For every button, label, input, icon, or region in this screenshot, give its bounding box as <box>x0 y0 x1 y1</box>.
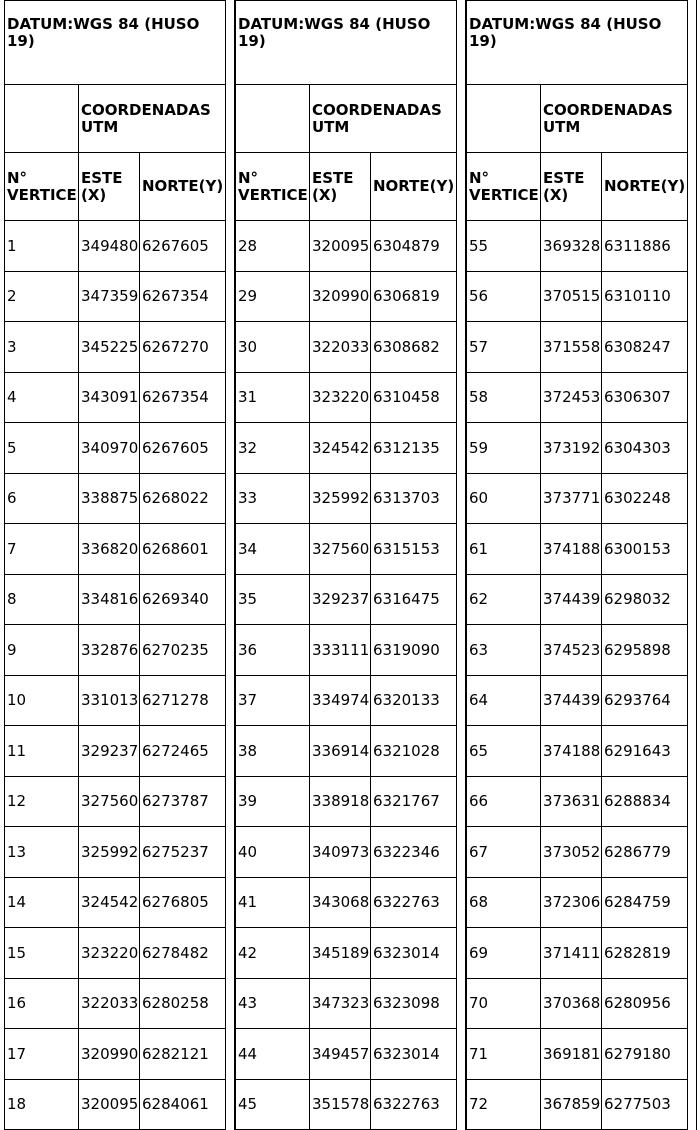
norte-value: 6272465 <box>139 725 226 777</box>
norte-value: 6323014 <box>370 1028 457 1080</box>
norte-value: 6284759 <box>601 877 688 928</box>
este-value: 367859 <box>540 1079 602 1130</box>
vertice-number: 45 <box>235 1079 310 1130</box>
este-value: 370368 <box>540 978 602 1029</box>
este-value: 329237 <box>309 574 371 625</box>
column-header-norte: NORTE(Y) <box>139 152 226 221</box>
vertice-number: 16 <box>4 978 79 1029</box>
este-value: 374188 <box>540 523 602 575</box>
este-value: 373631 <box>540 776 602 827</box>
norte-value: 6267605 <box>139 422 226 474</box>
norte-value: 6323014 <box>370 927 457 979</box>
este-value: 331013 <box>78 675 140 726</box>
este-value: 323220 <box>78 927 140 979</box>
este-value: 327560 <box>78 776 140 827</box>
vertice-number: 70 <box>466 978 541 1029</box>
norte-value: 6271278 <box>139 675 226 726</box>
este-value: 374439 <box>540 675 602 726</box>
blank-header-cell <box>235 84 310 153</box>
vertice-number: 43 <box>235 978 310 1029</box>
vertice-number: 28 <box>235 220 310 272</box>
este-value: 334974 <box>309 675 371 726</box>
norte-value: 6308247 <box>601 321 688 373</box>
column-separator <box>687 0 697 1130</box>
norte-value: 6306819 <box>370 271 457 322</box>
vertice-number: 34 <box>235 523 310 575</box>
coordenadas-header: COORDENADAS UTM <box>309 84 457 153</box>
este-value: 338918 <box>309 776 371 827</box>
norte-value: 6319090 <box>370 624 457 676</box>
este-value: 374523 <box>540 624 602 676</box>
norte-value: 6269340 <box>139 574 226 625</box>
vertice-number: 65 <box>466 725 541 777</box>
norte-value: 6321767 <box>370 776 457 827</box>
este-value: 373052 <box>540 826 602 878</box>
este-value: 371558 <box>540 321 602 373</box>
column-separator <box>225 0 235 1130</box>
este-value: 370515 <box>540 271 602 322</box>
este-value: 372306 <box>540 877 602 928</box>
vertice-number: 33 <box>235 473 310 524</box>
norte-value: 6311886 <box>601 220 688 272</box>
este-value: 324542 <box>309 422 371 474</box>
norte-value: 6280956 <box>601 978 688 1029</box>
datum-header: DATUM:WGS 84 (HUSO 19) <box>235 0 457 85</box>
norte-value: 6280258 <box>139 978 226 1029</box>
este-value: 320990 <box>78 1028 140 1080</box>
este-value: 325992 <box>309 473 371 524</box>
norte-value: 6291643 <box>601 725 688 777</box>
este-value: 323220 <box>309 372 371 423</box>
vertice-number: 36 <box>235 624 310 676</box>
norte-value: 6273787 <box>139 776 226 827</box>
vertice-number: 58 <box>466 372 541 423</box>
este-value: 347323 <box>309 978 371 1029</box>
blank-header-cell <box>466 84 541 153</box>
norte-value: 6295898 <box>601 624 688 676</box>
vertice-number: 60 <box>466 473 541 524</box>
norte-value: 6282819 <box>601 927 688 979</box>
column-header-vertice: N° VERTICE <box>235 152 310 221</box>
vertice-number: 35 <box>235 574 310 625</box>
norte-value: 6293764 <box>601 675 688 726</box>
norte-value: 6284061 <box>139 1079 226 1130</box>
norte-value: 6322763 <box>370 877 457 928</box>
este-value: 340973 <box>309 826 371 878</box>
coordenadas-header: COORDENADAS UTM <box>78 84 226 153</box>
este-value: 338875 <box>78 473 140 524</box>
vertice-number: 71 <box>466 1028 541 1080</box>
este-value: 351578 <box>309 1079 371 1130</box>
vertice-number: 32 <box>235 422 310 474</box>
column-header-norte: NORTE(Y) <box>601 152 688 221</box>
vertice-number: 63 <box>466 624 541 676</box>
norte-value: 6268601 <box>139 523 226 575</box>
norte-value: 6310458 <box>370 372 457 423</box>
este-value: 320095 <box>78 1079 140 1130</box>
este-value: 322033 <box>309 321 371 373</box>
norte-value: 6286779 <box>601 826 688 878</box>
vertice-number: 40 <box>235 826 310 878</box>
norte-value: 6279180 <box>601 1028 688 1080</box>
vertice-number: 3 <box>4 321 79 373</box>
este-value: 369181 <box>540 1028 602 1080</box>
este-value: 336820 <box>78 523 140 575</box>
vertice-number: 67 <box>466 826 541 878</box>
vertice-number: 12 <box>4 776 79 827</box>
este-value: 336914 <box>309 725 371 777</box>
norte-value: 6322346 <box>370 826 457 878</box>
vertice-number: 38 <box>235 725 310 777</box>
este-value: 320990 <box>309 271 371 322</box>
este-value: 345225 <box>78 321 140 373</box>
norte-value: 6282121 <box>139 1028 226 1080</box>
vertice-number: 68 <box>466 877 541 928</box>
vertice-number: 29 <box>235 271 310 322</box>
vertice-number: 64 <box>466 675 541 726</box>
norte-value: 6270235 <box>139 624 226 676</box>
datum-header: DATUM:WGS 84 (HUSO 19) <box>466 0 688 85</box>
norte-value: 6288834 <box>601 776 688 827</box>
vertice-number: 37 <box>235 675 310 726</box>
este-value: 324542 <box>78 877 140 928</box>
vertice-number: 59 <box>466 422 541 474</box>
este-value: 369328 <box>540 220 602 272</box>
vertice-number: 9 <box>4 624 79 676</box>
este-value: 320095 <box>309 220 371 272</box>
norte-value: 6278482 <box>139 927 226 979</box>
vertice-number: 41 <box>235 877 310 928</box>
norte-value: 6323098 <box>370 978 457 1029</box>
este-value: 327560 <box>309 523 371 575</box>
este-value: 373192 <box>540 422 602 474</box>
vertice-number: 56 <box>466 271 541 322</box>
este-value: 349457 <box>309 1028 371 1080</box>
norte-value: 6275237 <box>139 826 226 878</box>
vertice-number: 18 <box>4 1079 79 1130</box>
norte-value: 6312135 <box>370 422 457 474</box>
column-header-norte: NORTE(Y) <box>370 152 457 221</box>
vertice-number: 7 <box>4 523 79 575</box>
norte-value: 6322763 <box>370 1079 457 1130</box>
vertice-number: 13 <box>4 826 79 878</box>
norte-value: 6277503 <box>601 1079 688 1130</box>
vertice-number: 6 <box>4 473 79 524</box>
vertice-number: 31 <box>235 372 310 423</box>
este-value: 343091 <box>78 372 140 423</box>
vertice-number: 66 <box>466 776 541 827</box>
norte-value: 6320133 <box>370 675 457 726</box>
vertice-number: 30 <box>235 321 310 373</box>
norte-value: 6276805 <box>139 877 226 928</box>
este-value: 345189 <box>309 927 371 979</box>
este-value: 343068 <box>309 877 371 928</box>
norte-value: 6313703 <box>370 473 457 524</box>
norte-value: 6268022 <box>139 473 226 524</box>
vertice-number: 62 <box>466 574 541 625</box>
vertice-number: 17 <box>4 1028 79 1080</box>
este-value: 332876 <box>78 624 140 676</box>
vertice-number: 1 <box>4 220 79 272</box>
norte-value: 6267354 <box>139 372 226 423</box>
este-value: 347359 <box>78 271 140 322</box>
norte-value: 6304879 <box>370 220 457 272</box>
norte-value: 6300153 <box>601 523 688 575</box>
column-header-este: ESTE (X) <box>309 152 371 221</box>
column-separator <box>456 0 466 1130</box>
vertice-number: 57 <box>466 321 541 373</box>
norte-value: 6321028 <box>370 725 457 777</box>
este-value: 333111 <box>309 624 371 676</box>
column-header-vertice: N° VERTICE <box>4 152 79 221</box>
vertice-number: 42 <box>235 927 310 979</box>
blank-header-cell <box>4 84 79 153</box>
vertice-number: 69 <box>466 927 541 979</box>
vertice-number: 39 <box>235 776 310 827</box>
column-header-este: ESTE (X) <box>540 152 602 221</box>
vertice-number: 61 <box>466 523 541 575</box>
column-header-este: ESTE (X) <box>78 152 140 221</box>
este-value: 325992 <box>78 826 140 878</box>
datum-header: DATUM:WGS 84 (HUSO 19) <box>4 0 226 85</box>
norte-value: 6267605 <box>139 220 226 272</box>
norte-value: 6316475 <box>370 574 457 625</box>
este-value: 322033 <box>78 978 140 1029</box>
norte-value: 6304303 <box>601 422 688 474</box>
este-value: 329237 <box>78 725 140 777</box>
vertice-number: 72 <box>466 1079 541 1130</box>
este-value: 372453 <box>540 372 602 423</box>
vertice-number: 44 <box>235 1028 310 1080</box>
coordenadas-header: COORDENADAS UTM <box>540 84 688 153</box>
este-value: 373771 <box>540 473 602 524</box>
este-value: 374188 <box>540 725 602 777</box>
vertice-number: 4 <box>4 372 79 423</box>
este-value: 340970 <box>78 422 140 474</box>
vertice-number: 14 <box>4 877 79 928</box>
norte-value: 6315153 <box>370 523 457 575</box>
este-value: 371411 <box>540 927 602 979</box>
norte-value: 6302248 <box>601 473 688 524</box>
column-header-vertice: N° VERTICE <box>466 152 541 221</box>
este-value: 349480 <box>78 220 140 272</box>
vertice-number: 55 <box>466 220 541 272</box>
este-value: 374439 <box>540 574 602 625</box>
vertice-number: 8 <box>4 574 79 625</box>
norte-value: 6310110 <box>601 271 688 322</box>
norte-value: 6267354 <box>139 271 226 322</box>
norte-value: 6298032 <box>601 574 688 625</box>
vertice-number: 10 <box>4 675 79 726</box>
vertice-number: 5 <box>4 422 79 474</box>
norte-value: 6267270 <box>139 321 226 373</box>
norte-value: 6306307 <box>601 372 688 423</box>
norte-value: 6308682 <box>370 321 457 373</box>
vertice-number: 15 <box>4 927 79 979</box>
vertice-number: 11 <box>4 725 79 777</box>
vertice-number: 2 <box>4 271 79 322</box>
este-value: 334816 <box>78 574 140 625</box>
